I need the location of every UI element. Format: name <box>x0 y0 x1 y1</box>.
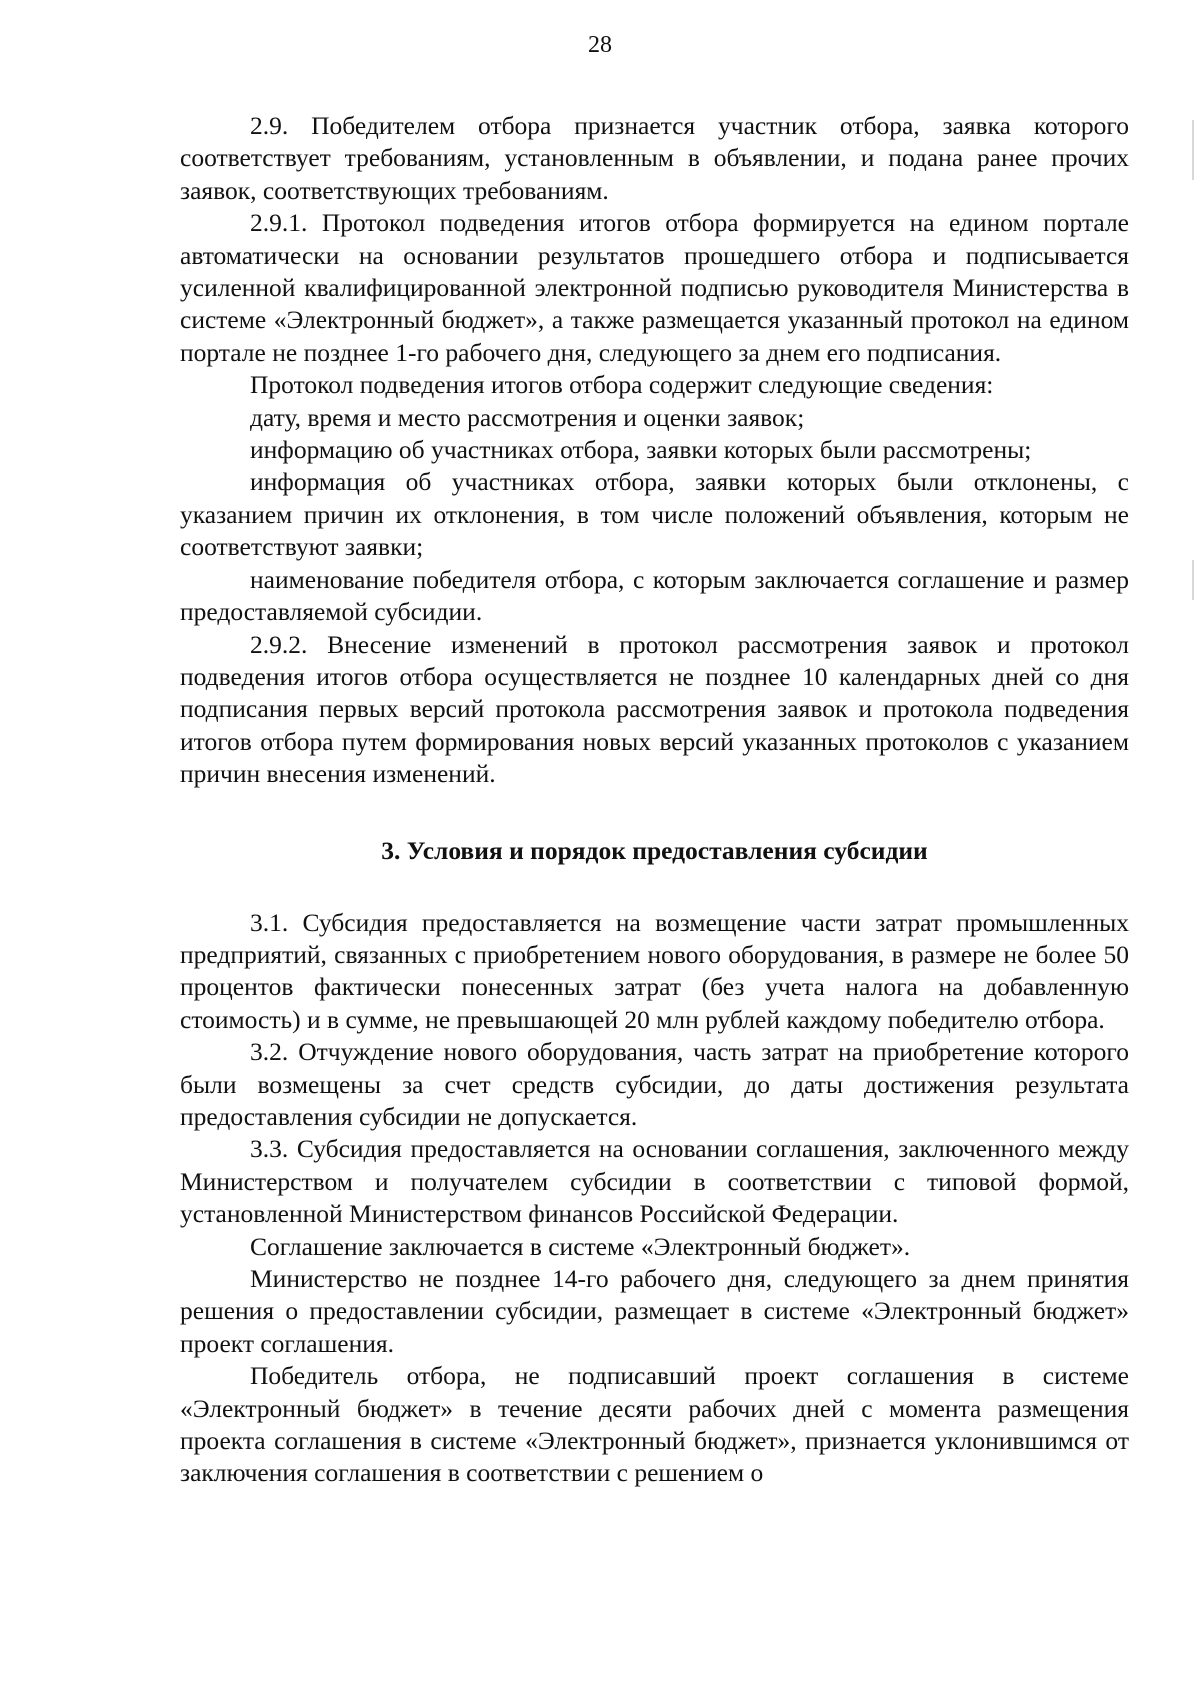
list-item-rejected-participants: информация об участниках отбора, заявки которых были отклонены, с указанием причин их отклонения, в том числе положений объявления, которым не соответствуют заявки; <box>180 467 1129 562</box>
section-title: 3. Условия и порядок предоставления субсидии <box>381 835 928 865</box>
paragraph-3-1: 3.1. Субсидия предоставляется на возмещение части затрат промышленных предприятий, связанных с приобретением нового оборудования, в размере не более 50 процентов фактически понесенных затрат (без учета налога на добавленную стоимость) и в сумме, не превышающей 20 млн рублей каждому победителю отбора. <box>180 907 1129 1034</box>
paragraph-3-3: 3.3. Субсидия предоставляется на основании соглашения, заключенного между Министерством и получателем субсидии в соответствии с типовой формой, установленной Министерством финансов Российской Федерации. <box>180 1134 1129 1229</box>
paragraph-agreement-system: Соглашение заключается в системе «Электронный бюджет». <box>250 1231 911 1261</box>
page-number: 28 <box>588 32 612 58</box>
scan-edge-mark <box>1192 120 1194 180</box>
list-item-winner: наименование победителя отбора, с которым заключается соглашение и размер предоставляемой субсидии. <box>180 564 1129 627</box>
paragraph-2-9-2: 2.9.2. Внесение изменений в протокол рассмотрения заявок и протокол подведения итогов отбора осуществляется не позднее 10 календарных дней со дня подписания первых версий протокола рассмотрения заявок и протокола подведения итогов отбора путем формирования новых версий указанных протоколов с указанием причин внесения изменений. <box>180 629 1129 789</box>
paragraph-ministry-deadline: Министерство не позднее 14-го рабочего дня, следующего за днем принятия решения о предоставлении субсидии, размещает в системе «Электронный бюджет» проект соглашения. <box>180 1264 1129 1358</box>
scan-edge-mark <box>1192 560 1194 600</box>
paragraph-protocol-contents: Протокол подведения итогов отбора содержит следующие сведения: <box>250 370 994 400</box>
paragraph-3-2: 3.2. Отчуждение нового оборудования, часть затрат на приобретение которого были возмещены за счет средств субсидии, до даты достижения результата предоставления субсидии не допускается. <box>180 1037 1129 1131</box>
paragraph-2-9: 2.9. Победителем отбора признается участник отбора, заявка которого соответствует требованиям, установленным в объявлении, и подана ранее прочих заявок, соответствующих требованиям. <box>180 111 1129 205</box>
document-body <box>180 110 1129 1490</box>
list-item-reviewed-participants: информацию об участниках отбора, заявки которых были рассмотрены; <box>250 435 1032 465</box>
list-item-date-time: дату, время и место рассмотрения и оценки заявок; <box>250 402 805 432</box>
paragraph-2-9-1: 2.9.1. Протокол подведения итогов отбора формируется на едином портале автоматически на основании результатов прошедшего отбора и подписывается усиленной квалифицированной электронной подписью руководителя Министерства в системе «Электронный бюджет», а также размещается указанный протокол на едином портале не позднее 1-го рабочего дня, следующего за днем его подписания. <box>180 208 1129 367</box>
paragraph-winner-refusal: Победитель отбора, не подписавший проект соглашения в системе «Электронный бюджет» в течение десяти рабочих дней с момента размещения проекта соглашения в системе «Электронный бюджет», признается уклонившимся от заключения соглашения в соответствии с решением о <box>180 1361 1129 1488</box>
